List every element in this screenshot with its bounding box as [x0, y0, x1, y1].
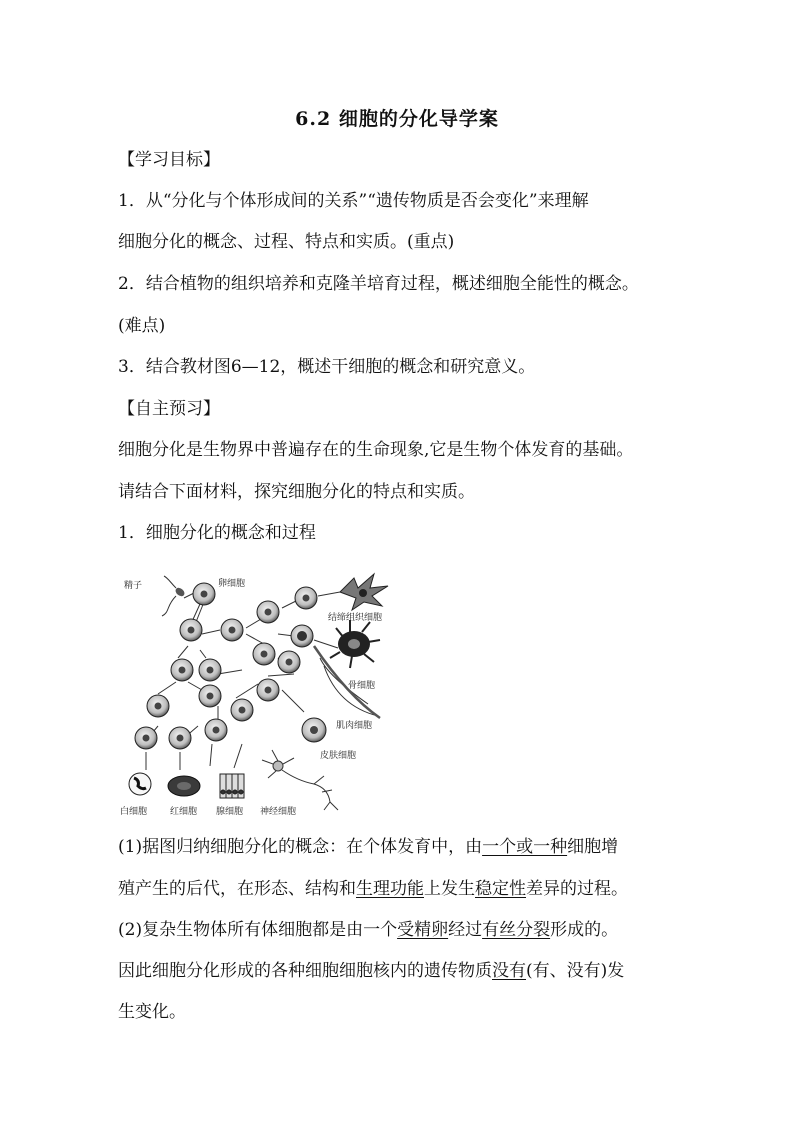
q1-line-1: (1)据图归纳细胞分化的概念：在个体发育中，由一个或一种细胞增 — [118, 837, 619, 857]
q1-answer-2: 生理功能 — [356, 879, 424, 899]
label-egg: 卵细胞 — [218, 579, 246, 589]
objective-2-line-2: (难点) — [118, 316, 166, 336]
objective-1-line-2: 细胞分化的概念、过程、特点和实质。(重点) — [118, 232, 455, 252]
cells — [135, 583, 326, 749]
label-rbc: 红细胞 — [170, 807, 198, 817]
white-blood-cell — [129, 773, 151, 795]
q1-answer-1: 一个或一种 — [482, 837, 568, 857]
intro-line-1: 细胞分化是生物界中普遍存在的生命现象,它是生物个体发育的基础。 — [118, 440, 634, 460]
page-title: 6.2 细胞的分化导学案 — [295, 108, 499, 130]
bone-cell — [330, 620, 380, 668]
objectives-heading: 【学习目标】 — [118, 150, 220, 170]
label-connective: 结缔组织细胞 — [328, 613, 383, 623]
intro-line-2: 请结合下面材料，探究细胞分化的特点和实质。 — [118, 482, 475, 502]
connective-tissue-cell — [340, 574, 388, 610]
q1-answer-3: 稳定性 — [475, 879, 526, 899]
q2-line-2: 因此细胞分化形成的各种细胞细胞核内的遗传物质没有(有、没有)发 — [118, 961, 625, 981]
label-gland: 腺细胞 — [216, 807, 244, 817]
objective-2-line-1: 2．结合植物的组织培养和克隆羊培育过程，概述细胞全能性的概念。 — [118, 274, 639, 294]
label-wbc: 白细胞 — [120, 807, 148, 817]
q2-answer-3: 没有 — [492, 961, 526, 981]
label-sperm: 精子 — [124, 581, 143, 591]
q1-line-2: 殖产生的后代，在形态、结构和生理功能上发生稳定性差异的过程。 — [118, 879, 628, 899]
objective-3: 3．结合教材图6—12，概述干细胞的概念和研究意义。 — [118, 357, 536, 377]
gland-cells — [220, 774, 244, 798]
label-skin: 皮肤细胞 — [320, 751, 357, 761]
q2-line-3: 生变化。 — [118, 1002, 186, 1022]
label-bone: 骨细胞 — [348, 681, 376, 691]
q2-answer-1: 受精卵 — [397, 920, 449, 940]
subsection-1-heading: 1．细胞分化的概念和过程 — [118, 523, 316, 543]
label-muscle: 肌肉细胞 — [336, 721, 373, 731]
sperm-cell — [164, 576, 186, 598]
preview-heading: 【自主预习】 — [118, 399, 220, 419]
objective-1-line-1: 1．从“分化与个体形成间的关系”“遗传物质是否会变化”来理解 — [118, 191, 589, 211]
cell-differentiation-diagram — [118, 566, 402, 820]
cell-differentiation-figure — [118, 566, 402, 820]
q2-answer-2: 有丝分裂 — [482, 920, 551, 940]
red-blood-cell — [168, 776, 200, 796]
label-nerve: 神经细胞 — [260, 807, 297, 817]
q2-line-1: (2)复杂生物体所有体细胞都是由一个受精卵经过有丝分裂形成的。 — [118, 920, 619, 940]
